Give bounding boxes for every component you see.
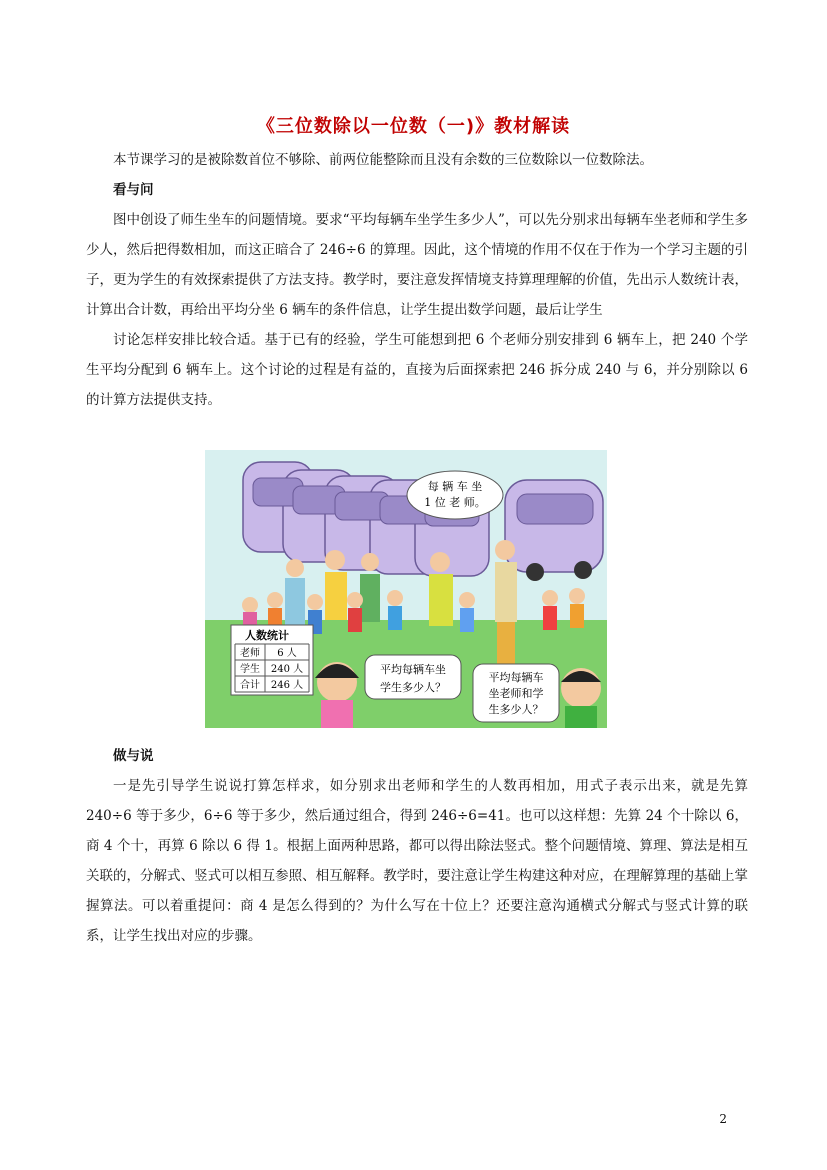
page-number: 2 (719, 1112, 727, 1126)
bubble-right-line-1: 平均每辆车 (488, 671, 544, 684)
table-title: 人数统计 (245, 629, 289, 642)
section2-paragraph-1: 一是先引导学生说说打算怎样求，如分别求出老师和学生的人数再相加，用式子表示出来，就是先算 240÷6 等于多少，6÷6 等于多少，然后通过组合，得到 246÷6=41。也可以这样想：先算 24 个十除以 6，商 4 个十，再算 6 除以 6 得 1。根据上面两种思路，都可以得出除法竖式。整个问题情境、算理、算法是相互关联的，分解式、竖式可以相互参照、相互解释。教学时，要注意让学生构建这种对应，在理解算理的基础上掌握算法。可以着重提问：商 4 是怎么得到的？为什么写在十位上？还要注意沟通横式分解式与竖式计算的联系，让学生找出对应的步骤。 (86, 778, 748, 944)
bubble-right-line-2: 坐老师和学 (488, 687, 544, 700)
bubble-right-line-3: 生多少人？ (488, 703, 544, 716)
bubble-top-line-2: 1 位 老 师。 (424, 496, 486, 509)
document-title: 《三位数除以一位数（一)》教材解读 (256, 116, 571, 137)
section1-paragraph-1: 图中创设了师生坐车的问题情境。要求“平均每辆车坐学生多少人”，可以先分别求出每辆车坐老师和学生多少人，然后把得数相加，而这正暗合了 246÷6 的算理。因此，这个情境的作用不仅在于作为一个学习主题的引子，更为学生的有效探索提供了方法支持。教学时，要注意发挥情境支持算理理解的价值，先出示人数统计表，计算出合计数，再给出平均分坐 6 辆车的条件信息，让学生提出数学问题，最后让学生 (86, 212, 748, 318)
intro-paragraph: 本节课学习的是被除数首位不够除、前两位能整除而且没有余数的三位数除以一位数除法。 (113, 152, 653, 168)
text-block-upper (86, 145, 748, 415)
stats-table (231, 625, 313, 695)
table-row-value: 246 人 (270, 680, 304, 691)
bubble-left-line-1: 平均每辆车坐 (380, 663, 446, 676)
section1-paragraph-2: 讨论怎样安排比较合适。基于已有的经验，学生可能想到把 6 个老师分别安排到 6 辆车上，把 240 个学生平均分配到 6 辆车上。这个讨论的过程是有益的，直接为后面探索把 246 拆分成 240 与 6，并分别除以 6 的计算方法提供支持。 (86, 332, 748, 408)
table-row-label: 合计 (240, 680, 260, 691)
table-row-label: 学生 (240, 664, 260, 675)
table-row-value: 240 人 (270, 664, 304, 675)
text-block-lower (86, 741, 748, 951)
section-heading-look-ask: 看与问 (113, 182, 154, 198)
bubble-left-line-2: 学生多少人？ (380, 681, 446, 694)
table-row-value: 6 人 (277, 648, 297, 659)
section-heading-do-say: 做与说 (113, 748, 154, 764)
bubble-top-line-1: 每 辆 车 坐 (427, 480, 483, 493)
bus-scene-illustration (205, 450, 607, 728)
table-row-label: 老师 (240, 648, 260, 659)
